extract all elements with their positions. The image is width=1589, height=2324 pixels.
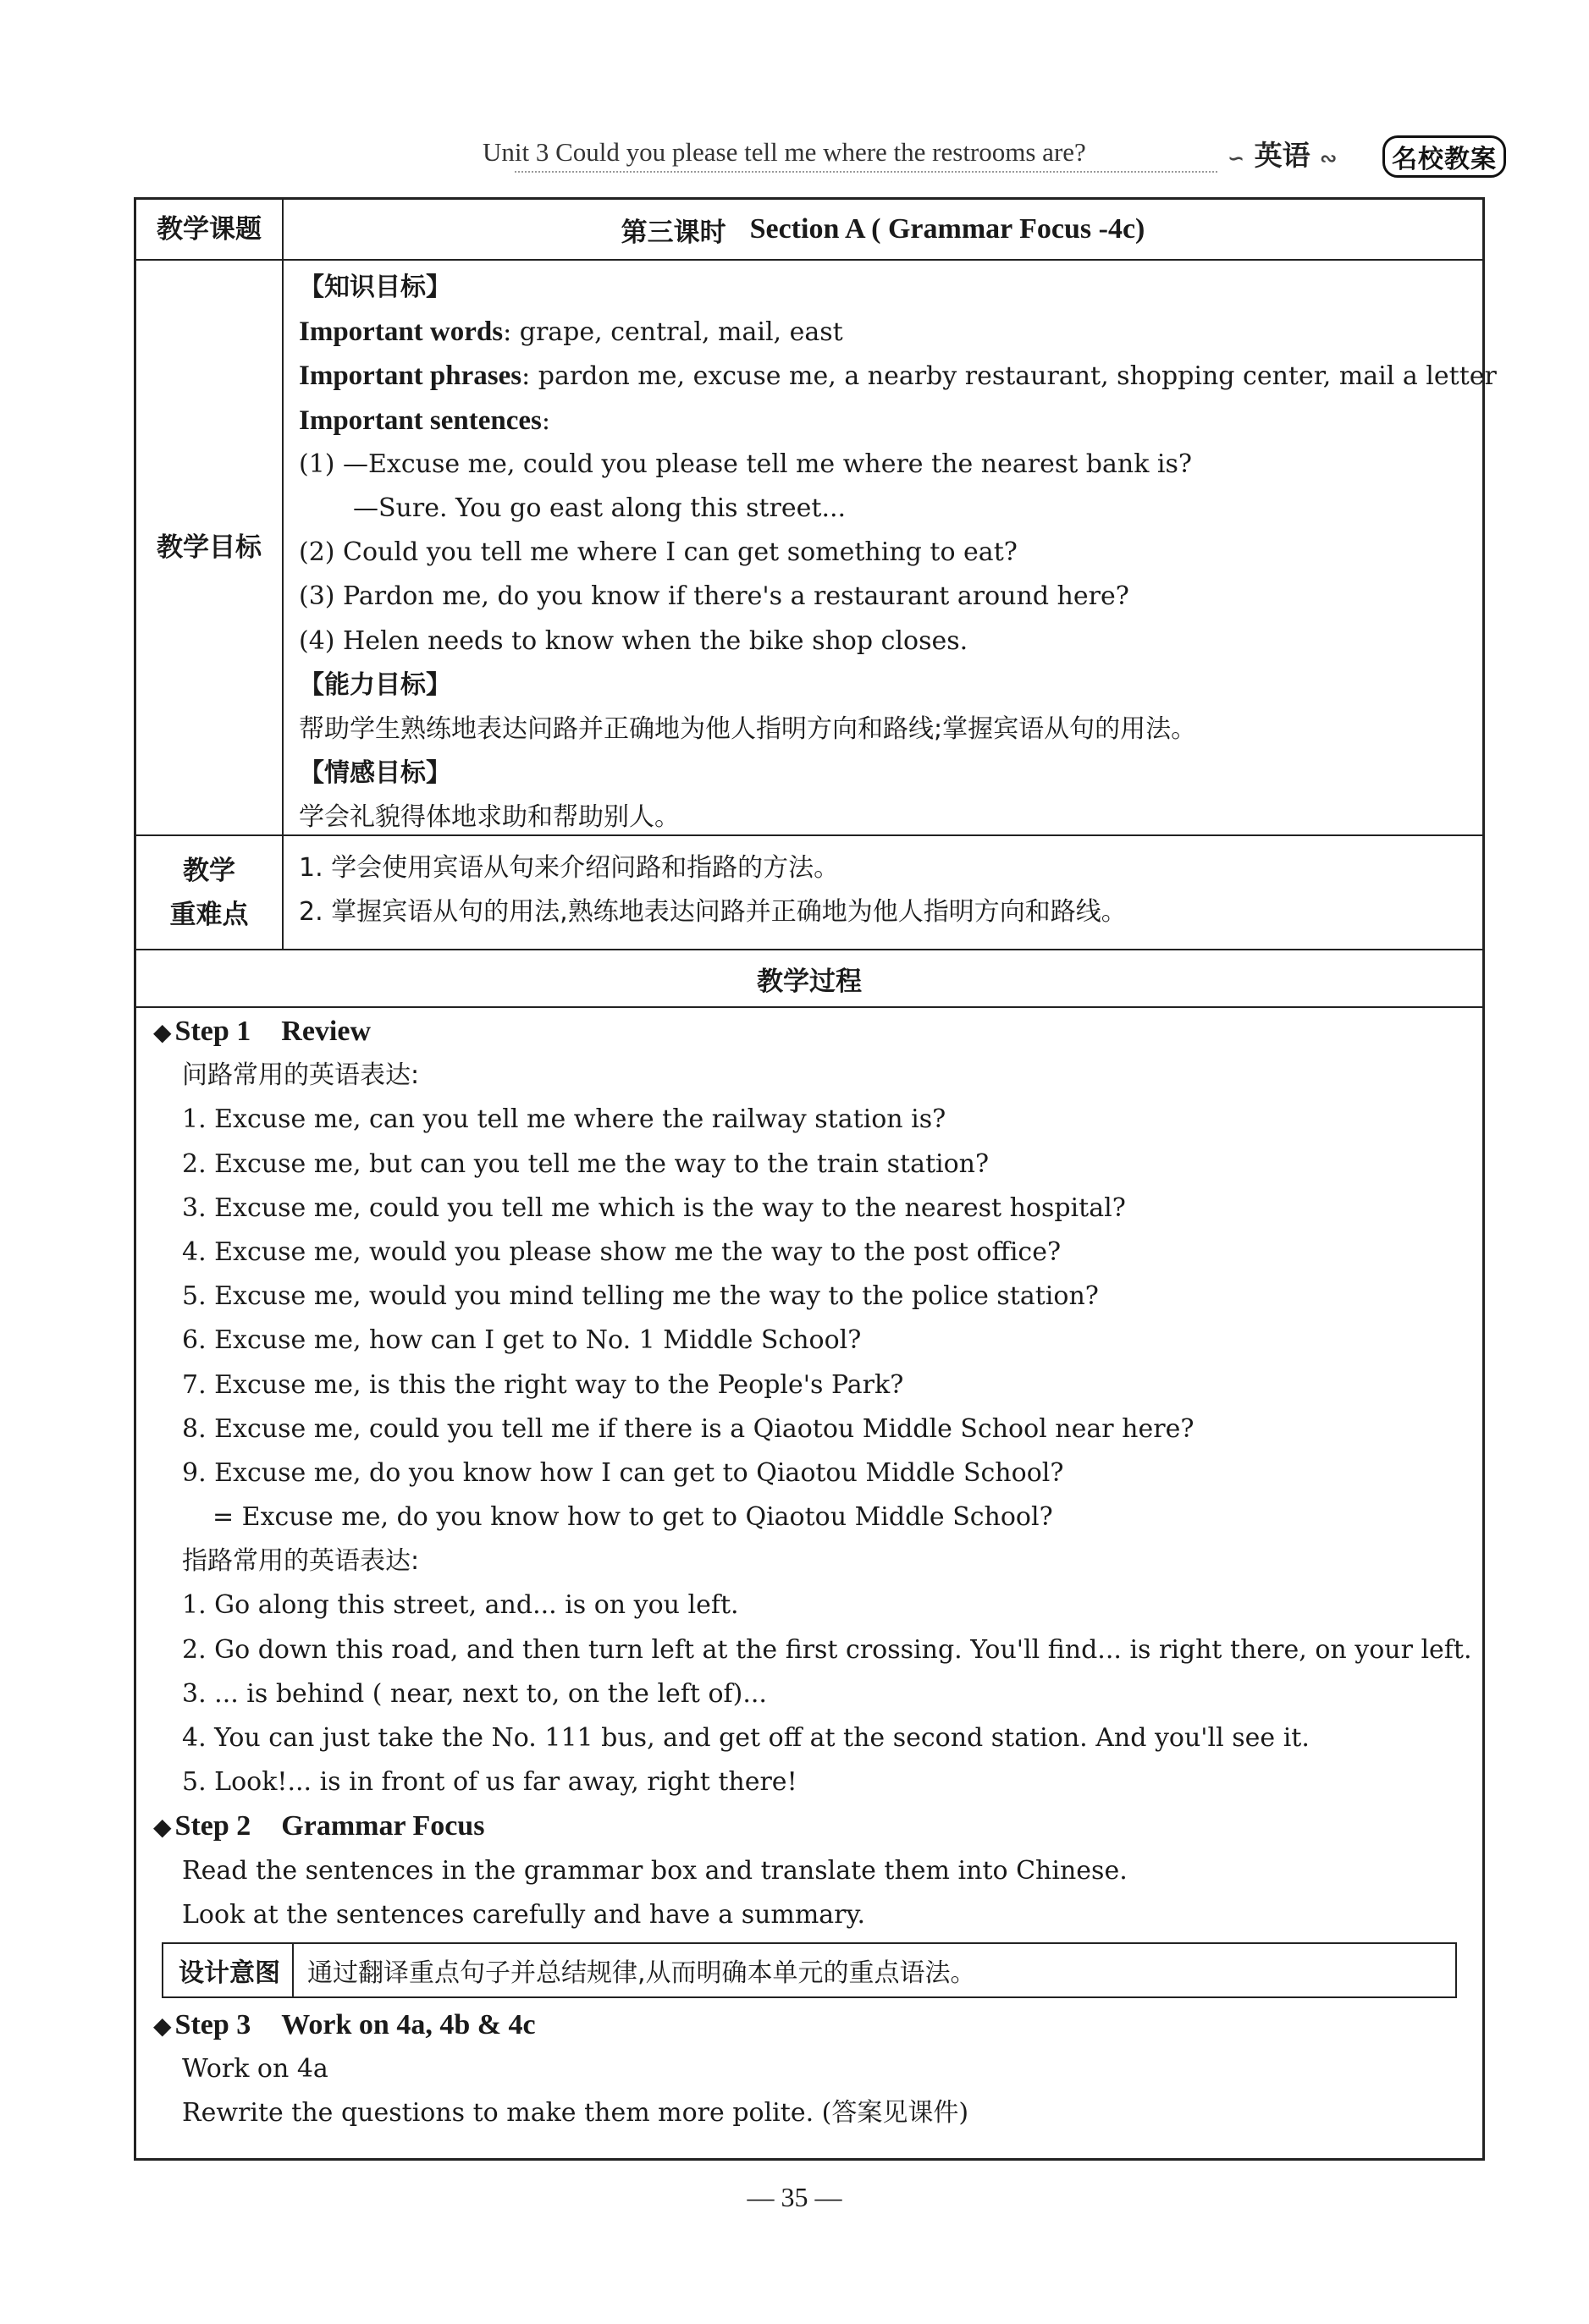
key-points-content [299,846,1474,934]
key-points-label: 教学 重难点 [136,836,284,949]
subject-label [1228,134,1337,173]
ask-item: 6. Excuse me, how can I get to No. 1 Middle School? [182,1325,862,1356]
topic-lesson: 第三课时 [621,217,726,248]
topic-title [284,200,1482,259]
ask-item: 8. Excuse me, could you tell me if there is a Qiaotou Middle School near here? [182,1413,1195,1444]
key-points-row [136,836,1482,950]
sentence-item: —Sure. You go east along this street... [353,493,847,523]
process-title: 教学过程 [757,966,862,997]
sentence-item: (3) Pardon me, do you know if there's a restaurant around here? [299,581,1129,612]
lesson-plan-table [134,197,1497,2161]
important-sentences-label: Important sentences: [299,405,550,436]
important-words: Important words: grape, central, mail, east [299,317,843,348]
ask-heading: 问路常用的英语表达: [182,1060,420,1091]
step3-line: Work on 4a [182,2054,328,2084]
sentence-item: (1) —Excuse me, could you please tell me where the nearest bank is? [299,449,1193,479]
running-header [483,134,1524,181]
ask-item: 7. Excuse me, is this the right way to the People's Park? [182,1369,904,1400]
ask-item: 3. Excuse me, could you tell me which is the way to the nearest hospital? [182,1192,1126,1223]
topic-row [136,200,1482,261]
step2-line: Look at the sentences carefully and have a summary. [182,1899,866,1930]
diamond-bullet-icon: ◆ [153,2011,172,2040]
brand-logo: 名校教案 [1382,135,1506,178]
swirl-left-icon: ∽ [1228,146,1245,170]
subject-text: 英语 [1254,139,1310,172]
give-item: 1. Go along this street, and... is on you left. [182,1590,739,1621]
design-intent-tag: 设计意图 [163,1944,294,1996]
design-intent-box [162,1942,1457,1998]
ask-item: 1. Excuse me, can you tell me where the railway station is? [182,1104,946,1135]
design-intent-text: 通过翻译重点句子并总结规律,从而明确本单元的重点语法。 [307,1958,976,1988]
knowledge-heading: 【知识目标】 [299,273,451,302]
give-item: 3. ... is behind ( near, next to, on the left of)... [182,1678,767,1709]
process-title-row [136,950,1482,1008]
ask-item: 2. Excuse me, but can you tell me the way to the train station? [182,1148,990,1179]
diamond-bullet-icon: ◆ [153,1813,172,1842]
important-phrases: Important phrases: pardon me, excuse me, a nearby restaurant, shopping center, mail a letter [299,361,1497,392]
topic-section: Section A ( Grammar Focus -4c) [749,213,1145,245]
ask-item: = Excuse me, do you know how to get to Qiaotou Middle School? [212,1502,1053,1533]
objectives-label: 教学目标 [136,261,284,834]
topic-label: 教学课题 [136,200,284,259]
swirl-right-icon: ∾ [1320,146,1338,170]
ask-item: 4. Excuse me, would you please show me the way to the post office? [182,1236,1062,1267]
objectives-row [136,261,1497,836]
process-section [136,1008,1482,2158]
step2-line: Read the sentences in the grammar box and translate them into Chinese. [182,1855,1128,1886]
give-item: 2. Go down this road, and then turn left at the first crossing. You'll find... is right there, on your left. [182,1634,1472,1665]
objectives-content [299,266,1497,840]
step2-heading: ◆ Step 2 Grammar Focus [153,1810,485,1842]
ask-item: 9. Excuse me, do you know how I can get to Qiaotou Middle School? [182,1457,1064,1488]
ask-item: 5. Excuse me, would you mind telling me the way to the police station? [182,1281,1099,1312]
step3-heading: ◆ Step 3 Work on 4a, 4b & 4c [153,2008,536,2040]
give-heading: 指路常用的英语表达: [182,1546,420,1577]
sentence-item: (4) Helen needs to know when the bike shop closes. [299,625,968,656]
unit-title: Unit 3 Could you please tell me where the restrooms are? [483,137,1086,167]
key-point-item: 2. 掌握宾语从句的用法,熟练地表达问路并正确地为他人指明方向和路线。 [299,897,1127,928]
process-content [153,1010,1474,2136]
give-item: 4. You can just take the No. 111 bus, and get off at the second station. And you'll see it. [182,1723,1310,1753]
key-point-item: 1. 学会使用宾语从句来介绍问路和指路的方法。 [299,853,840,883]
step1-heading: ◆ Step 1 Review [153,1016,372,1047]
sentence-item: (2) Could you tell me where I can get something to eat? [299,537,1018,568]
step3-line: Rewrite the questions to make them more polite. (答案见课件) [182,2098,969,2128]
page-number: — 35 — [747,2182,842,2212]
diamond-bullet-icon: ◆ [153,1018,172,1046]
ability-heading: 【能力目标】 [299,669,451,700]
give-item: 5. Look!... is in front of us far away, right there! [182,1767,797,1798]
emotion-heading: 【情感目标】 [299,758,451,789]
ability-text: 帮助学生熟练地表达问路并正确地为他人指明方向和路线;掌握宾语从句的用法。 [299,713,1197,744]
emotion-text: 学会礼貌得体地求助和帮助别人。 [299,802,680,833]
header-rule [515,171,1217,173]
